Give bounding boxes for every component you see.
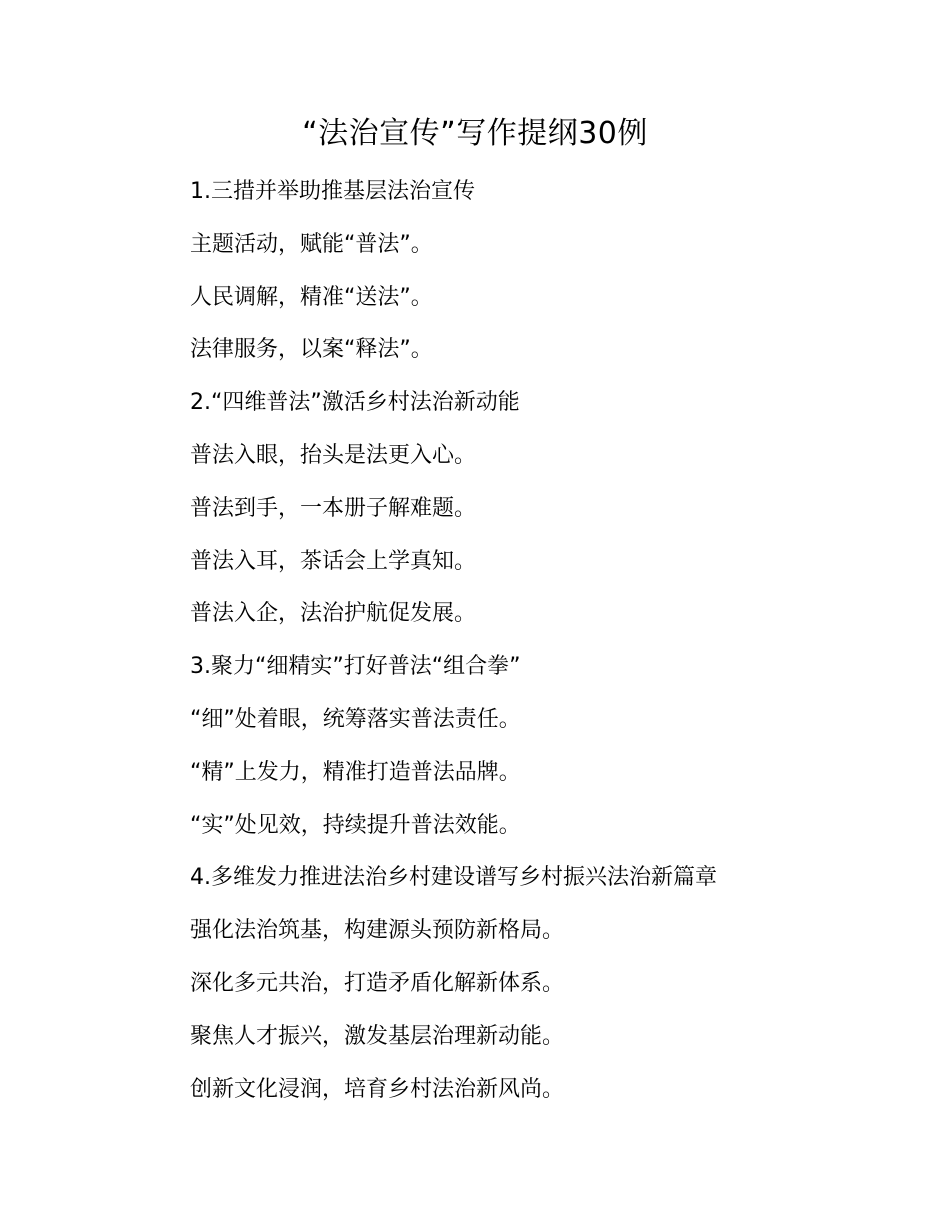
outline-item: 普法入眼，抬头是法更入心。 bbox=[190, 442, 477, 468]
outline-item: “精”上发力，精准打造普法品牌。 bbox=[190, 759, 521, 785]
outline-item: 普法入企，法治护航促发展。 bbox=[190, 601, 477, 627]
outline-item: 主题活动，赋能“普法”。 bbox=[190, 231, 433, 257]
section-heading: 2.“四维普法”激活乡村法治新动能 bbox=[190, 390, 520, 416]
section-heading: 1.三措并举助推基层法治宣传 bbox=[190, 179, 475, 204]
outline-item: 普法入耳，茶话会上学真知。 bbox=[190, 548, 477, 574]
outline-item: 聚焦人才振兴，激发基层治理新动能。 bbox=[190, 1023, 565, 1049]
outline-item: 深化多元共治，打造矛盾化解新体系。 bbox=[190, 970, 565, 996]
outline-item: 强化法治筑基，构建源头预防新格局。 bbox=[190, 918, 565, 944]
outline-item: “细”处着眼，统筹落实普法责任。 bbox=[190, 706, 521, 732]
document-title: “法治宣传”写作提纲30例 bbox=[302, 116, 648, 151]
section-heading: 4.多维发力推进法治乡村建设谱写乡村振兴法治新篇章 bbox=[190, 865, 717, 891]
outline-item: 人民调解，精准“送法”。 bbox=[190, 284, 433, 310]
section-heading: 3.聚力“细精实”打好普法“组合拳” bbox=[190, 654, 521, 680]
outline-item: “实”处见效，持续提升普法效能。 bbox=[190, 812, 521, 838]
outline-item: 法律服务，以案“释法”。 bbox=[190, 337, 433, 363]
outline-item: 普法到手，一本册子解难题。 bbox=[190, 495, 477, 521]
outline-item: 创新文化浸润，培育乡村法治新风尚。 bbox=[190, 1076, 565, 1102]
document-body bbox=[190, 166, 910, 1116]
